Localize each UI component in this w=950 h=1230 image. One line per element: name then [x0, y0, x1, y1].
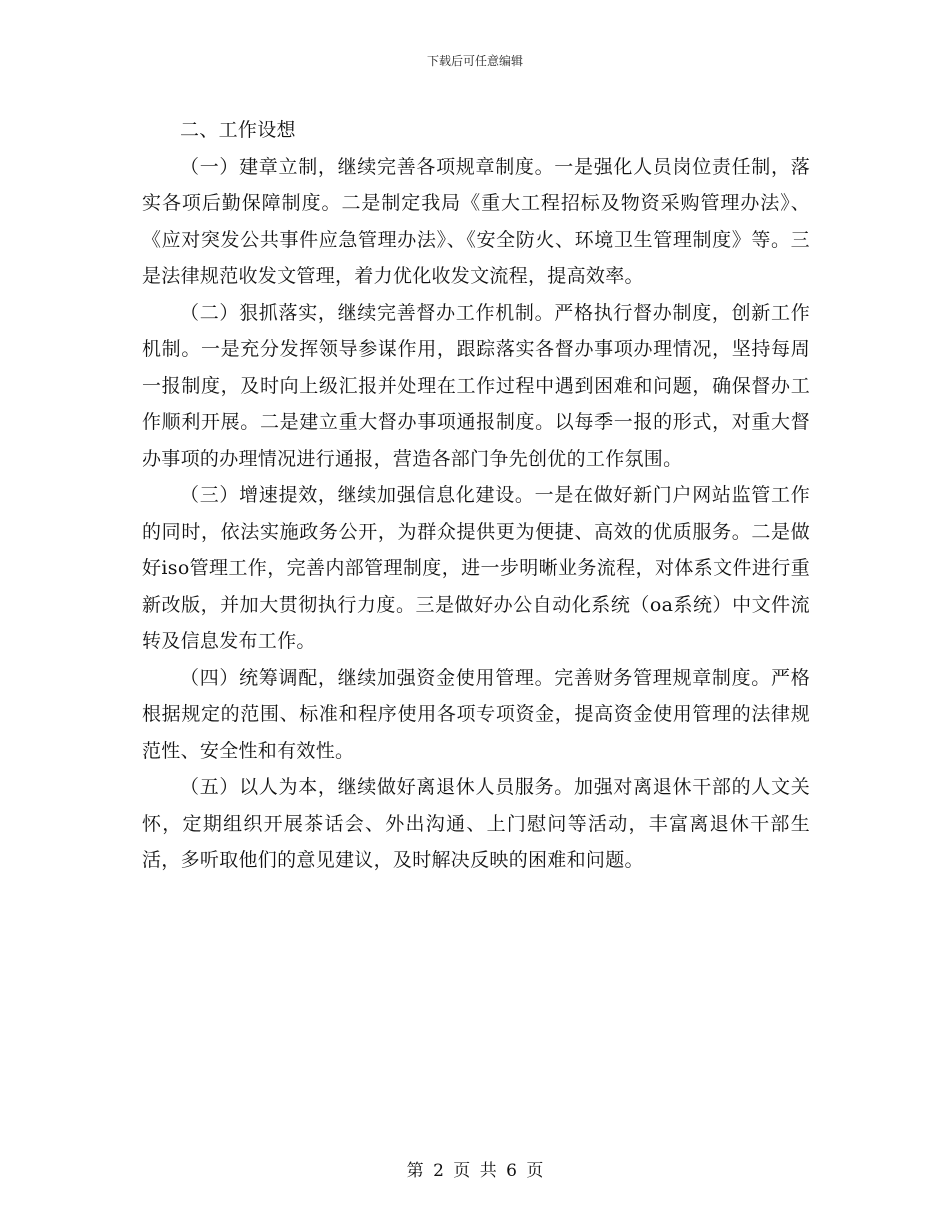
paragraph-3: （三）增速提效，继续加强信息化建设。一是在做好新门户网站监管工作的同时，依法实施政务公开，为群众提供更为便捷、高效的优质服务。二是做好iso管理工作，完善内部管理制度，进一步明晰业务流程，对体系文件进行重新改版，并加大贯彻执行力度。三是做好办公自动化系统（oa系统）中文件流转及信息发布工作。 — [142, 484, 810, 652]
page-footer: 第 2 页 共 6 页 — [406, 1161, 544, 1181]
document-body — [142, 112, 810, 879]
page-header: 下载后可任意编辑 — [426, 54, 523, 68]
paragraph-1: （一）建章立制，继续完善各项规章制度。一是强化人员岗位责任制，落实各项后勤保障制度。二是制定我局《重大工程招标及物资采购管理办法》、《应对突发公共事件应急管理办法》、《安全防火、环境卫生管理制度》等。三是法律规范收发文管理，着力优化收发文流程，提高效率。 — [142, 155, 810, 287]
paragraph-2: （二）狠抓落实，继续完善督办工作机制。严格执行督办制度，创新工作机制。一是充分发挥领导参谋作用，跟踪落实各督办事项办理情况，坚持每周一报制度，及时向上级汇报并处理在工作过程中遇到困难和问题，确保督办工作顺利开展。二是建立重大督办事项通报制度。以每季一报的形式，对重大督办事项的办理情况进行通报，营造各部门争先创优的工作氛围。 — [142, 301, 810, 470]
paragraph-5: （五）以人为本，继续做好离退休人员服务。加强对离退休干部的人文关怀，定期组织开展茶话会、外出沟通、上门慰问等活动，丰富离退休干部生活，多听取他们的意见建议，及时解决反映的困难和问题。 — [142, 776, 810, 871]
section-title: 二、工作设想 — [180, 119, 296, 141]
paragraph-4: （四）统筹调配，继续加强资金使用管理。完善财务管理规章制度。严格根据规定的范围、标准和程序使用各项专项资金，提高资金使用管理的法律规范性、安全性和有效性。 — [142, 666, 810, 762]
